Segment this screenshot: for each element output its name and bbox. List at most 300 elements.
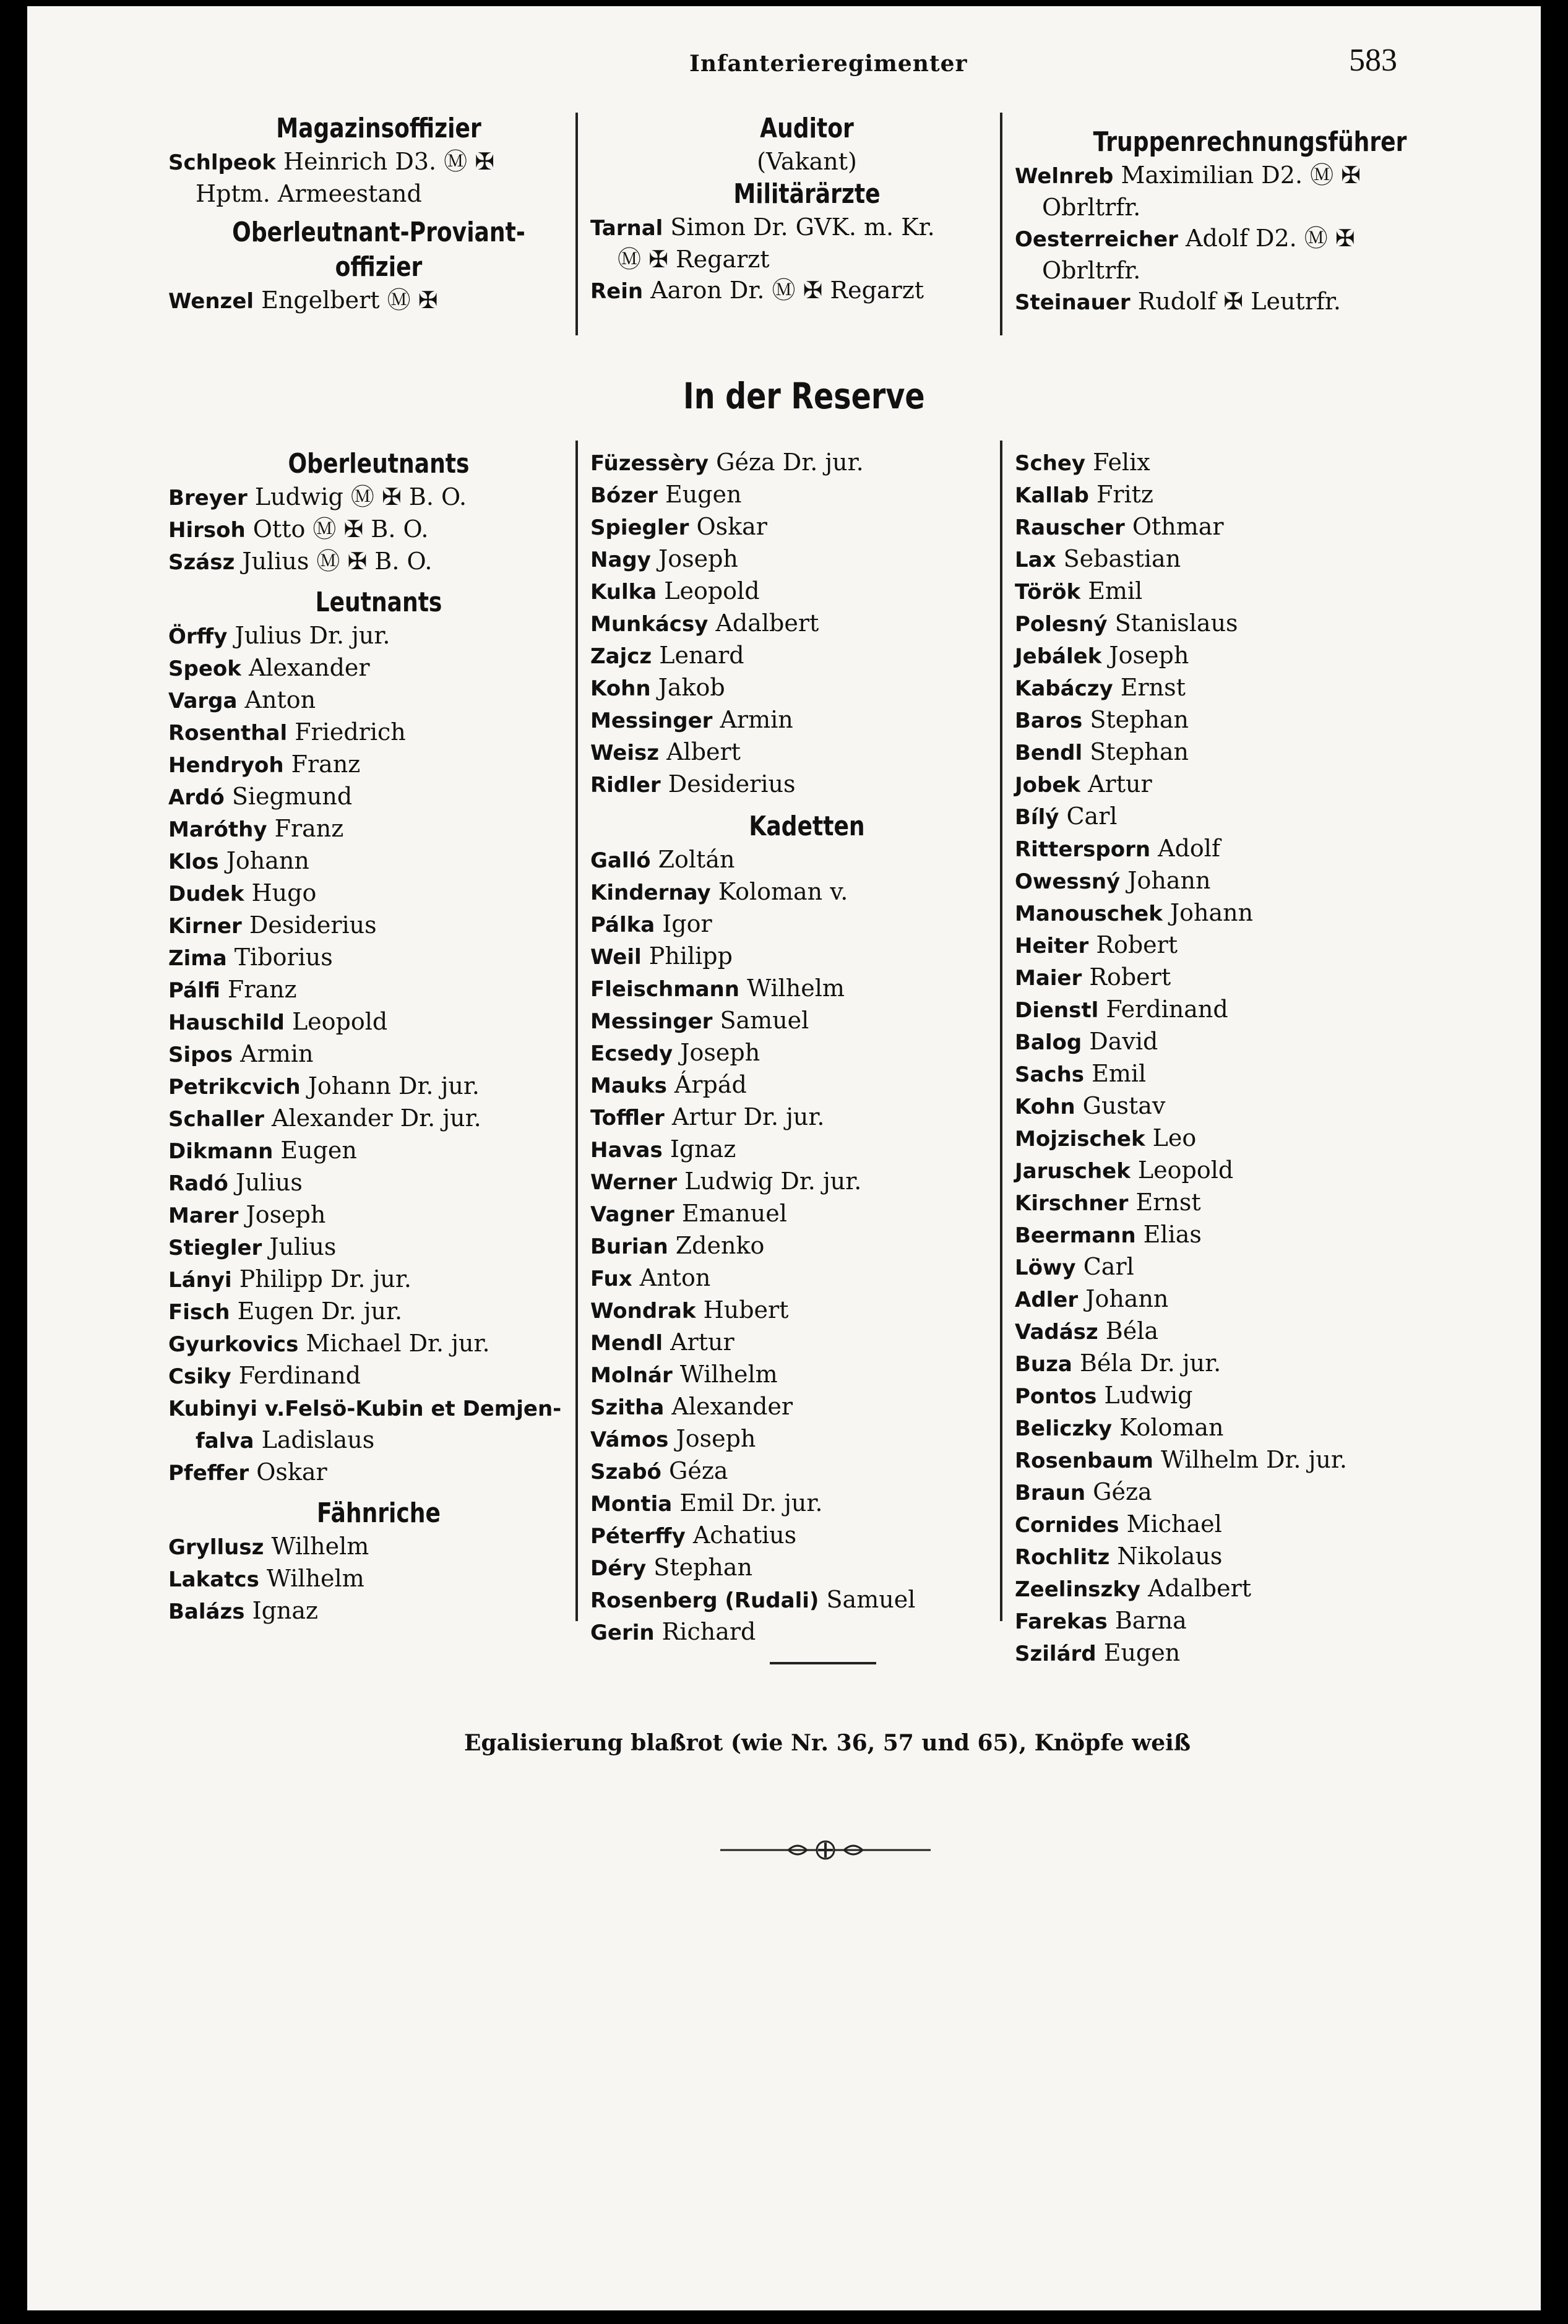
surname: Stiegler	[168, 1236, 262, 1260]
list-item	[590, 704, 1023, 736]
given-name-and-rank: Anton	[237, 686, 316, 713]
list-item	[168, 749, 589, 781]
given-name-and-rank: Ⓜ ✠ Regarzt	[618, 246, 770, 273]
list-item	[1015, 1026, 1485, 1058]
given-name-and-rank: Obrltrfr.	[1042, 194, 1141, 221]
given-name-and-rank: Wilhelm	[739, 975, 845, 1002]
given-name-and-rank: Franz	[267, 815, 344, 842]
surname: Kohn	[1015, 1095, 1075, 1119]
list-item	[1015, 1573, 1485, 1605]
given-name-and-rank: Artur	[663, 1328, 734, 1356]
given-name-and-rank: Elias	[1135, 1221, 1202, 1248]
column-reserve-middle	[590, 447, 1023, 1648]
surname: Wondrak	[590, 1299, 696, 1323]
surname: Kabáczy	[1015, 676, 1113, 701]
surname: Spiegler	[590, 515, 689, 540]
list-item	[590, 876, 1023, 908]
given-name-and-rank: Zdenko	[668, 1232, 765, 1259]
surname: Rittersporn	[1015, 837, 1151, 862]
list-item	[1015, 897, 1485, 929]
surname: Szilárd	[1015, 1642, 1096, 1666]
list-item	[590, 1166, 1023, 1198]
list-item	[1015, 160, 1485, 192]
surname: Hirsoh	[168, 518, 246, 543]
surname: Owessný	[1015, 869, 1121, 894]
surname: Mauks	[590, 1074, 667, 1098]
given-name-and-rank: Leopold	[657, 577, 760, 605]
given-name-and-rank: Adalbert	[708, 609, 819, 637]
given-name-and-rank: Lenard	[652, 642, 744, 669]
given-name-and-rank: Ferdinand	[1098, 996, 1228, 1023]
given-name-and-rank: Barna	[1107, 1607, 1187, 1634]
surname: Balog	[1015, 1030, 1082, 1055]
officer-list	[168, 146, 589, 209]
given-name-and-rank: Zoltán	[650, 846, 735, 873]
surname: Vámos	[590, 1427, 669, 1452]
surname: Fisch	[168, 1300, 230, 1325]
surname: Welnreb	[1015, 164, 1114, 189]
list-item	[1015, 1605, 1485, 1637]
list-item	[1015, 1187, 1485, 1219]
list-item	[168, 1360, 589, 1392]
given-name-and-rank: Árpád	[666, 1071, 747, 1098]
given-name-and-rank: Julius	[262, 1233, 337, 1260]
heading-militaeraerzte: Militärärzte	[733, 178, 881, 210]
given-name-and-rank: Franz	[283, 751, 361, 778]
list-item	[168, 481, 589, 514]
surname: Burian	[590, 1234, 668, 1259]
surname: Messinger	[590, 1009, 713, 1034]
officer-list	[590, 844, 1023, 1648]
given-name-and-rank: Franz	[220, 976, 297, 1003]
surname: Schlpeok	[168, 150, 276, 175]
given-name-and-rank: Emil	[1080, 577, 1143, 605]
list-item	[168, 974, 589, 1006]
surname: Örffy	[168, 624, 228, 649]
surname: Vadász	[1015, 1320, 1098, 1345]
officer-list	[590, 447, 1023, 801]
surname: Manouschek	[1015, 902, 1163, 926]
list-item	[590, 1487, 1023, 1520]
surname: Dienstl	[1015, 998, 1099, 1023]
given-name-and-rank: Leo	[1145, 1124, 1197, 1151]
list-item	[590, 575, 1023, 608]
document-page	[27, 6, 1541, 2310]
list-item	[1015, 543, 1485, 575]
list-item	[1015, 1412, 1485, 1444]
given-name-and-rank: Stephan	[1082, 706, 1189, 733]
surname: Pfeffer	[168, 1461, 249, 1486]
heading-proviantoffizier-line2: offizier	[335, 251, 423, 283]
surname: Jobek	[1015, 773, 1081, 798]
surname: Szász	[168, 550, 235, 575]
list-item	[168, 1231, 589, 1263]
given-name-and-rank: Julius Dr. jur.	[227, 622, 390, 649]
list-item	[168, 1531, 589, 1563]
given-name-and-rank: Ludwig Dr. jur.	[677, 1168, 862, 1195]
column-truppenrechnungsfuehrer	[1015, 111, 1485, 318]
given-name-and-rank: Adalbert	[1140, 1575, 1251, 1602]
list-item	[168, 942, 589, 974]
list-item	[1015, 479, 1485, 511]
surname: Lax	[1015, 548, 1056, 572]
surname: Adler	[1015, 1288, 1079, 1312]
given-name-and-rank: Friedrich	[287, 718, 406, 746]
list-item	[168, 845, 589, 877]
surname: Bózer	[590, 483, 658, 508]
surname: Rein	[590, 279, 644, 304]
list-item	[590, 640, 1023, 672]
list-item	[590, 1005, 1023, 1037]
surname: Déry	[590, 1556, 647, 1581]
surname: Rosenberg (Rudali)	[590, 1588, 819, 1613]
given-name-and-rank: Ludwig	[1096, 1382, 1193, 1409]
list-item	[590, 511, 1023, 543]
surname: Bendl	[1015, 741, 1083, 765]
given-name-and-rank: Stanislaus	[1107, 609, 1238, 637]
heading-proviantoffizier-line1: Oberleutnant-Proviant-	[232, 217, 525, 248]
surname: Gerin	[590, 1620, 655, 1645]
section-divider	[770, 1662, 876, 1664]
given-name-and-rank: Samuel	[712, 1007, 809, 1034]
given-name-and-rank: Joseph	[673, 1039, 760, 1066]
heading-kadetten: Kadetten	[749, 811, 865, 842]
list-item	[168, 546, 589, 578]
given-name-and-rank: Ernst	[1113, 674, 1186, 701]
surname: Török	[1015, 580, 1081, 605]
list-item	[590, 1455, 1023, 1487]
list-item	[590, 479, 1023, 511]
surname: Pálka	[590, 913, 655, 937]
surname: Munkácsy	[590, 612, 709, 637]
surname: Bílý	[1015, 805, 1059, 830]
list-item	[1015, 1090, 1485, 1122]
list-item	[168, 1070, 589, 1103]
officer-list	[168, 285, 589, 317]
list-item	[590, 1037, 1023, 1069]
list-item	[1015, 833, 1485, 865]
list-item	[590, 212, 1023, 244]
list-item	[168, 1103, 589, 1135]
given-name-and-rank: Artur	[1080, 770, 1152, 798]
surname: Cornides	[1015, 1513, 1119, 1538]
surname: Füzessèry	[590, 451, 709, 476]
surname: Hendryoh	[168, 753, 284, 778]
surname: Dikmann	[168, 1139, 274, 1164]
given-name-and-rank: Hugo	[244, 879, 317, 906]
surname: Kubinyi v.Felsö-Kubin et Demjen-	[168, 1397, 562, 1421]
list-item	[1015, 672, 1485, 704]
given-name-and-rank: Johann	[218, 847, 309, 874]
given-name-and-rank: Engelbert Ⓜ ✠	[254, 286, 438, 314]
list-item	[168, 1424, 589, 1457]
list-item	[590, 1520, 1023, 1552]
surname: Ardó	[168, 785, 225, 810]
surname: Mojzischek	[1015, 1127, 1145, 1151]
given-name-and-rank: Alexander	[241, 654, 370, 681]
list-item	[590, 672, 1023, 704]
given-name-and-rank: Desiderius	[660, 770, 796, 798]
column-magazinsoffizier	[168, 111, 589, 317]
surname: Rosenthal	[168, 721, 288, 746]
given-name-and-rank: Eugen Dr. jur.	[230, 1298, 403, 1325]
surname: Löwy	[1015, 1255, 1076, 1280]
surname: Heiter	[1015, 934, 1089, 958]
list-item	[1015, 1315, 1485, 1348]
officer-list	[1015, 447, 1485, 1669]
surname: Fux	[590, 1267, 632, 1291]
given-name-and-rank: Géza Dr. jur.	[709, 449, 864, 476]
list-item	[1015, 640, 1485, 672]
given-name-and-rank: Ludwig Ⓜ ✠ B. O.	[247, 483, 467, 510]
surname: Speok	[168, 656, 241, 681]
list-item	[1015, 1508, 1485, 1541]
given-name-and-rank: Alexander	[664, 1393, 793, 1420]
surname: Montia	[590, 1492, 673, 1517]
given-name-and-rank: Emil	[1084, 1060, 1147, 1087]
given-name-and-rank: Géza	[1085, 1478, 1152, 1505]
list-item	[168, 178, 589, 209]
list-item	[1015, 608, 1485, 640]
given-name-and-rank: Julius Ⓜ ✠ B. O.	[235, 548, 433, 575]
surname: Galló	[590, 848, 651, 873]
list-item	[168, 717, 589, 749]
list-item	[1015, 192, 1485, 223]
given-name-and-rank: David	[1082, 1028, 1158, 1055]
list-item	[1015, 704, 1485, 736]
given-name-and-rank: Béla Dr. jur.	[1072, 1349, 1221, 1377]
surname: Nagy	[590, 548, 651, 572]
given-name-and-rank: Oskar	[249, 1458, 327, 1486]
column-auditor	[590, 111, 1023, 307]
surname: Weisz	[590, 741, 660, 765]
list-item	[590, 1423, 1023, 1455]
given-name-and-rank: Johann	[1162, 899, 1254, 926]
given-name-and-rank: Albert	[659, 738, 741, 765]
given-name-and-rank: Hubert	[696, 1296, 789, 1323]
given-name-and-rank: Aaron Dr. Ⓜ ✠ Regarzt	[643, 277, 924, 304]
list-item	[590, 1552, 1023, 1584]
surname: Kohn	[590, 676, 651, 701]
surname: Radó	[168, 1171, 228, 1196]
surname: Maier	[1015, 966, 1082, 991]
surname: Vagner	[590, 1202, 674, 1227]
list-item	[590, 447, 1023, 479]
surname: Farekas	[1015, 1609, 1108, 1634]
list-item	[590, 1584, 1023, 1616]
given-name-and-rank: Eugen	[657, 481, 742, 508]
given-name-and-rank: Wilhelm	[672, 1361, 778, 1388]
list-item	[590, 908, 1023, 940]
surname: Beermann	[1015, 1223, 1136, 1248]
surname: Fleischmann	[590, 977, 739, 1002]
given-name-and-rank: Joseph	[668, 1425, 756, 1452]
given-name-and-rank: Gustav	[1075, 1092, 1166, 1119]
list-item	[168, 813, 589, 845]
given-name-and-rank: Koloman	[1112, 1414, 1224, 1441]
given-name-and-rank: Fritz	[1088, 481, 1153, 508]
surname: Szabó	[590, 1460, 661, 1484]
list-item	[1015, 1122, 1485, 1155]
heading-auditor: Auditor	[760, 113, 854, 144]
given-name-and-rank: Johann	[1078, 1285, 1169, 1312]
list-item	[590, 1101, 1023, 1134]
list-item	[168, 684, 589, 717]
given-name-and-rank: Philipp Dr. jur.	[231, 1265, 411, 1293]
list-item	[1015, 1637, 1485, 1669]
given-name-and-rank: Armin	[233, 1040, 314, 1067]
list-item	[590, 1391, 1023, 1423]
given-name-and-rank: Achatius	[685, 1521, 797, 1549]
list-item	[1015, 1380, 1485, 1412]
officer-list	[1015, 160, 1485, 318]
list-item	[1015, 255, 1485, 286]
list-item	[590, 973, 1023, 1005]
running-header: Infanterieregimenter	[689, 51, 968, 77]
list-item	[168, 781, 589, 813]
list-item	[168, 1263, 589, 1296]
surname: Zeelinszky	[1015, 1577, 1141, 1602]
list-item	[590, 543, 1023, 575]
officer-list	[168, 481, 589, 578]
list-item	[1015, 962, 1485, 994]
given-name-and-rank: Jakob	[650, 674, 725, 701]
list-item	[590, 1134, 1023, 1166]
list-item	[590, 1198, 1023, 1230]
given-name-and-rank: Ernst	[1128, 1189, 1201, 1216]
surname: Klos	[168, 850, 219, 874]
given-name-and-rank: Oskar	[689, 513, 767, 540]
surname: Braun	[1015, 1481, 1086, 1505]
given-name-and-rank: Michael Dr. jur.	[298, 1330, 490, 1357]
list-item	[590, 736, 1023, 768]
given-name-and-rank: Stephan	[1082, 738, 1189, 765]
given-name-and-rank: Johann	[1120, 867, 1211, 894]
surname: Szitha	[590, 1395, 665, 1420]
officer-list	[590, 212, 1023, 307]
list-item	[590, 1327, 1023, 1359]
heading-oberleutnants: Oberleutnants	[288, 448, 470, 480]
vacant-note: (Vakant)	[757, 148, 857, 175]
given-name-and-rank: Eugen	[1096, 1639, 1181, 1666]
list-item	[1015, 286, 1485, 318]
given-name-and-rank: Ignaz	[662, 1135, 736, 1163]
list-item	[1015, 865, 1485, 897]
heading-truppenrechnungsfuehrer: Truppenrechnungsführer	[1093, 126, 1407, 158]
given-name-and-rank: Philipp	[641, 942, 733, 970]
surname: Lányi	[168, 1268, 232, 1293]
ornament-divider-icon	[720, 1838, 931, 1862]
list-item	[1015, 1476, 1485, 1508]
surname: Polesný	[1015, 612, 1108, 637]
given-name-and-rank: Alexander Dr. jur.	[264, 1104, 481, 1132]
list-item	[590, 1359, 1023, 1391]
surname: Dudek	[168, 882, 244, 906]
list-item	[1015, 447, 1485, 479]
list-item	[168, 910, 589, 942]
list-item	[590, 1262, 1023, 1294]
surname: Pálfi	[168, 978, 220, 1003]
list-item	[168, 1038, 589, 1070]
given-name-and-rank: Nikolaus	[1109, 1543, 1223, 1570]
uniform-note: Egalisierung blaßrot (wie Nr. 36, 57 und 65), Knöpfe weiß	[464, 1730, 1191, 1756]
given-name-and-rank: Felix	[1085, 449, 1150, 476]
list-item	[1015, 736, 1485, 768]
given-name-and-rank: Eugen	[273, 1137, 357, 1164]
given-name-and-rank: Ladislaus	[254, 1426, 375, 1453]
surname: Ridler	[590, 773, 661, 798]
list-item	[168, 1199, 589, 1231]
given-name-and-rank: Otto Ⓜ ✠ B. O.	[245, 515, 429, 543]
surname: Tarnal	[590, 216, 663, 241]
surname: Molnár	[590, 1363, 673, 1388]
surname: Hauschild	[168, 1010, 285, 1035]
list-item	[1015, 575, 1485, 608]
list-item	[168, 1006, 589, 1038]
given-name-and-rank: Johann Dr. jur.	[300, 1072, 480, 1100]
given-name-and-rank: Ferdinand	[231, 1362, 361, 1389]
list-item	[590, 1294, 1023, 1327]
list-item	[590, 275, 1023, 307]
given-name-and-rank: Siegmund	[224, 783, 353, 810]
list-item	[1015, 1541, 1485, 1573]
surname: Rochlitz	[1015, 1545, 1110, 1570]
given-name-and-rank: Emil Dr. jur.	[672, 1489, 823, 1517]
surname: Zajcz	[590, 644, 652, 669]
list-item	[1015, 1444, 1485, 1476]
surname: Werner	[590, 1170, 678, 1195]
list-item	[1015, 1219, 1485, 1251]
given-name-and-rank: Adolf D2. Ⓜ ✠	[1178, 225, 1355, 252]
list-item	[168, 620, 589, 652]
officer-list	[168, 620, 589, 1489]
given-name-and-rank: Anton	[632, 1264, 711, 1291]
given-name-and-rank: Béla	[1098, 1317, 1159, 1345]
list-item	[590, 1616, 1023, 1648]
list-item	[1015, 1283, 1485, 1315]
list-item	[1015, 223, 1485, 255]
surname: Baros	[1015, 708, 1083, 733]
surname: Jebálek	[1015, 644, 1102, 669]
list-item	[1015, 1348, 1485, 1380]
list-item	[1015, 511, 1485, 543]
surname: Petrikcvich	[168, 1075, 301, 1100]
given-name-and-rank: Koloman v.	[710, 878, 848, 905]
list-item	[590, 768, 1023, 801]
surname: Maróthy	[168, 817, 267, 842]
given-name-and-rank: Emanuel	[674, 1200, 787, 1227]
surname: Kulka	[590, 580, 657, 605]
list-item	[590, 244, 1023, 275]
heading-faehnriche: Fähnriche	[317, 1497, 441, 1529]
surname: Wenzel	[168, 289, 254, 314]
heading-magazinsoffizier: Magazinsoffizier	[276, 113, 481, 144]
list-item	[168, 1296, 589, 1328]
given-name-and-rank: Richard	[654, 1618, 756, 1645]
given-name-and-rank: Robert	[1088, 931, 1178, 958]
list-item	[590, 940, 1023, 973]
list-item	[590, 1069, 1023, 1101]
surname: Zima	[168, 946, 227, 971]
given-name-and-rank: Samuel	[819, 1586, 916, 1613]
list-item	[168, 146, 589, 178]
surname: Rosenbaum	[1015, 1448, 1153, 1473]
surname: Weil	[590, 945, 642, 970]
surname: Gyurkovics	[168, 1332, 299, 1357]
list-item	[590, 608, 1023, 640]
given-name-and-rank: Joseph	[1101, 642, 1189, 669]
officer-list	[168, 1531, 589, 1627]
